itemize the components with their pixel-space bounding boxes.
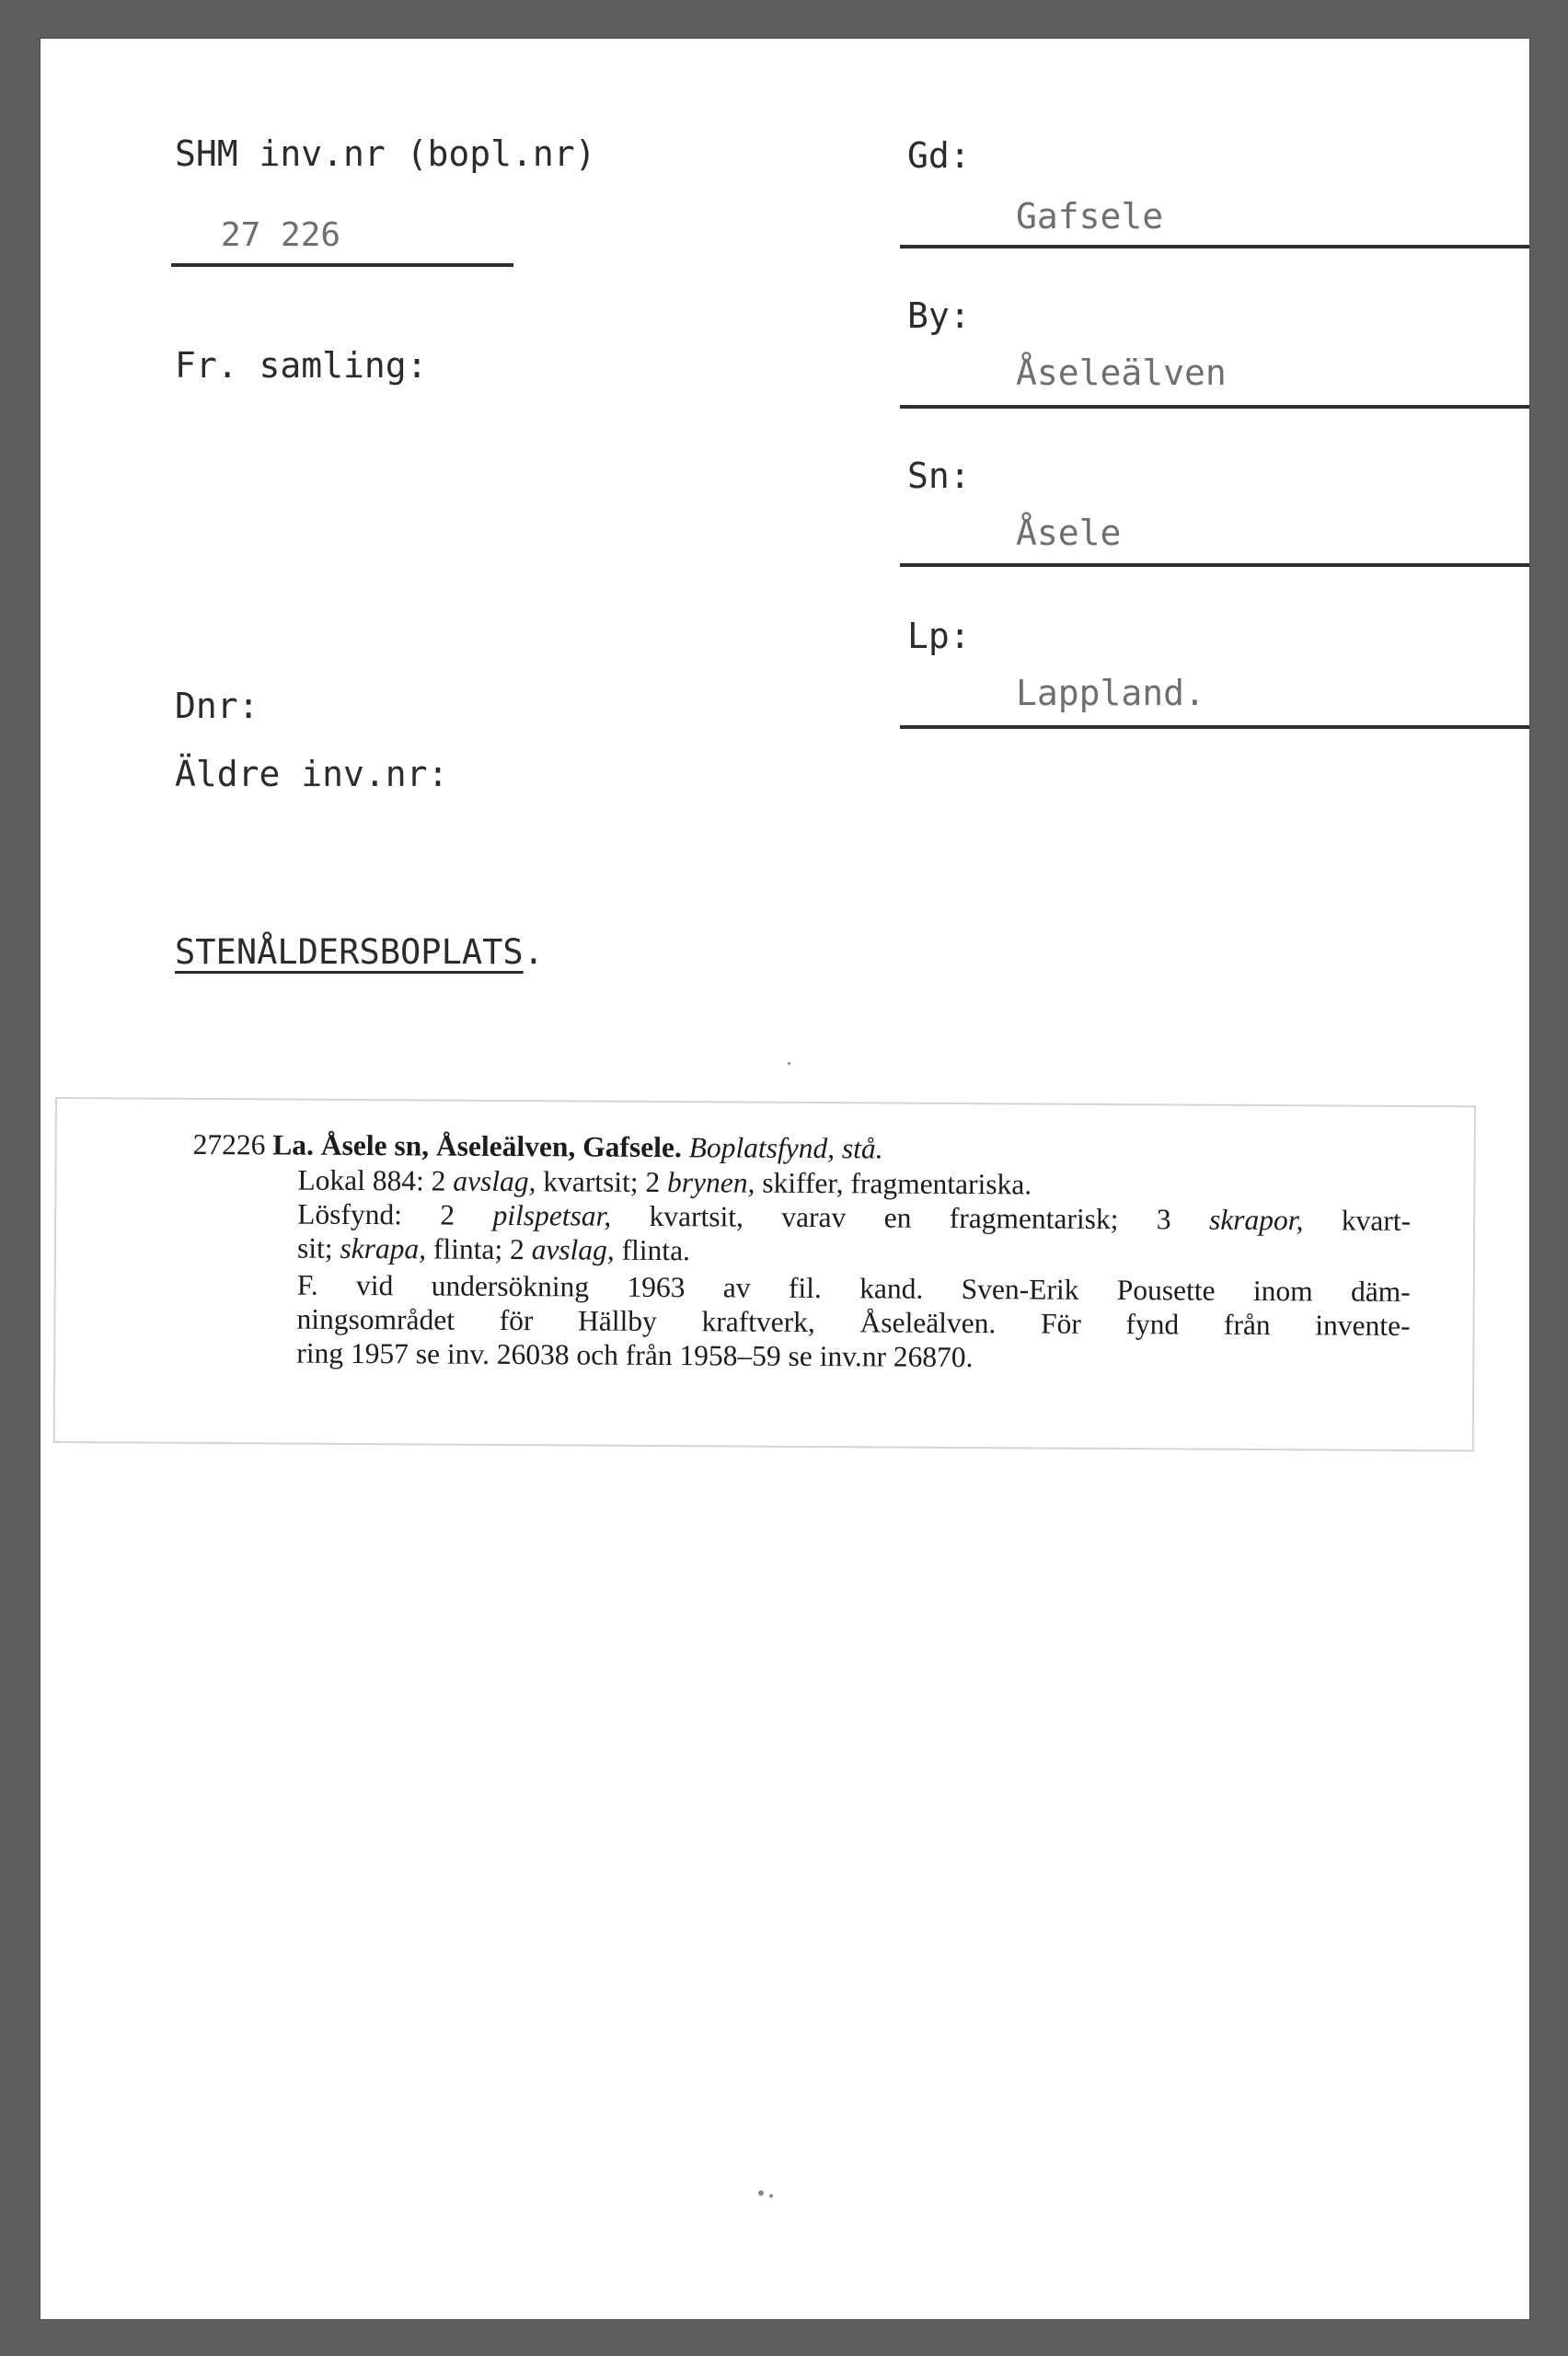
slip-line4-run-1: skrapa,	[340, 1231, 427, 1265]
slip-line2-run-4: skiffer, fragmentariska.	[755, 1166, 1032, 1201]
slip-line2-run-2: kvartsit; 2	[536, 1165, 668, 1199]
catalog-card	[40, 39, 1529, 2319]
slip-line4-run-0: sit;	[296, 1231, 340, 1265]
sn-rule	[900, 563, 1529, 567]
by-value: Åseleälven	[1016, 352, 1227, 393]
paper-speck	[788, 1062, 790, 1065]
slip-line4-run-2: flinta; 2	[425, 1232, 532, 1266]
dnr-label: Dnr:	[175, 686, 259, 726]
gd-rule	[900, 245, 1529, 248]
catalog-slip	[55, 1099, 1474, 1449]
slip-line4-run-4: flinta.	[614, 1233, 691, 1267]
site-type-title: STENÅLDERSBOPLATS	[175, 932, 524, 972]
lp-value: Lappland.	[1016, 673, 1205, 713]
slip-line3-run-0: Lösfynd: 2	[297, 1197, 493, 1231]
slip-line-1	[193, 1127, 883, 1166]
slip-line-2	[297, 1163, 1032, 1202]
lp-label: Lp:	[907, 616, 971, 656]
slip-line2-run-0: Lokal 884: 2	[297, 1163, 454, 1197]
site-type-heading	[175, 932, 544, 972]
slip-line-4	[297, 1231, 690, 1268]
older-inv-label: Äldre inv.nr:	[175, 754, 449, 794]
slip-line2-run-3: brynen,	[666, 1166, 755, 1199]
slip-location: La. Åsele sn, Åseleälven, Gafsele.	[272, 1128, 682, 1164]
inv-number-rule	[171, 263, 513, 267]
inv-label: SHM inv.nr (bopl.nr)	[175, 133, 596, 174]
inv-number: 27 226	[221, 216, 341, 254]
slip-line2-run-1: avslag,	[453, 1164, 536, 1198]
slip-line3-run-2: kvartsit, varav en fragmentarisk; 3	[611, 1199, 1210, 1236]
slip-line-6: ningsområdet för Hällby kraftverk, Åseleälven. För fynd från invente-	[296, 1302, 1411, 1342]
slip-inv-number: 27226	[192, 1127, 266, 1161]
slip-line4-run-3: avslag,	[531, 1233, 615, 1266]
gd-value: Gafsele	[1016, 196, 1164, 237]
slip-line-7: ring 1957 se inv. 26038 och från 1958–59 se inv.nr 26870.	[296, 1336, 974, 1374]
by-label: By:	[907, 295, 971, 336]
sn-label: Sn:	[907, 456, 971, 496]
slip-line3-run-3: skrapor,	[1208, 1203, 1304, 1237]
lp-rule	[900, 725, 1529, 729]
paper-speck	[758, 2190, 764, 2196]
catalog-slip-text	[57, 1099, 1474, 1374]
slip-line-5: F. vid undersökning 1963 av fil. kand. Sven-Erik Pousette inom däm-	[296, 1268, 1411, 1308]
sn-value: Åsele	[1016, 513, 1122, 553]
gd-label: Gd:	[907, 135, 971, 176]
by-rule	[900, 405, 1529, 409]
slip-find-type: Boplatsfynd, stå.	[688, 1131, 883, 1165]
site-type-period: .	[523, 932, 544, 972]
slip-line3-run-4: kvart-	[1303, 1204, 1412, 1237]
slip-line3-run-1: pilspetsar,	[492, 1198, 612, 1232]
paper-speck	[769, 2194, 773, 2198]
collection-label: Fr. samling:	[175, 345, 428, 386]
